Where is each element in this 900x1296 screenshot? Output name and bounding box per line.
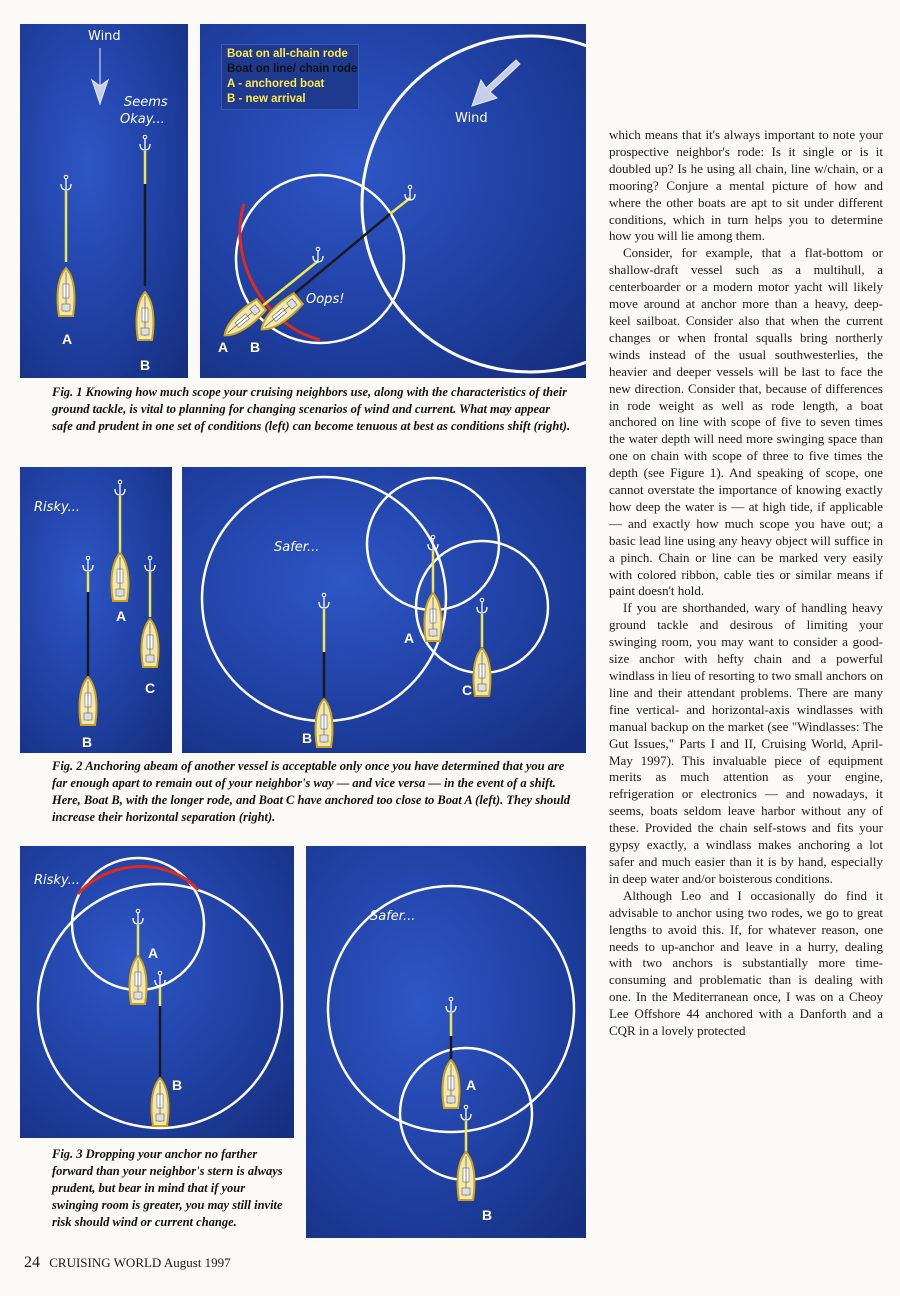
fig3-left-diagram — [20, 846, 294, 1138]
fig2-right-panel — [182, 467, 586, 753]
legend-item-new-arrival: B - new arrival — [227, 93, 306, 105]
boat-a-label: A — [218, 339, 229, 355]
boat-a-label: A — [148, 945, 159, 961]
boat-c-label: C — [462, 682, 473, 698]
fig2-left-diagram — [20, 467, 172, 753]
page-number: 24 — [24, 1254, 40, 1271]
fig3-left-panel — [20, 846, 294, 1138]
boat-b-label: B — [82, 734, 93, 750]
note-safer: Safer... — [370, 909, 416, 924]
boat-a-label: A — [404, 630, 415, 646]
boat-b-label: B — [172, 1077, 183, 1093]
note-seems-okay: Seems Okay... — [120, 95, 168, 127]
wind-label: Wind — [88, 29, 121, 44]
boat-a-label: A — [466, 1077, 477, 1093]
boat-b-label: B — [302, 730, 313, 746]
boat-b-label: B — [482, 1207, 493, 1223]
legend-item-anchored-boat: A - anchored boat — [227, 78, 325, 90]
article-body — [609, 127, 883, 1040]
fig1-legend — [221, 44, 359, 110]
boat-a-label: A — [116, 608, 127, 624]
fig1-left-diagram — [20, 24, 188, 378]
publication-name: CRUISING WORLD — [49, 1255, 162, 1270]
issue-date: August 1997 — [163, 1255, 231, 1270]
fig1-left-panel — [20, 24, 188, 378]
note-safer: Safer... — [274, 540, 320, 555]
legend-item-all-chain: Boat on all-chain rode — [227, 48, 348, 60]
fig2-left-panel — [20, 467, 172, 753]
legend-item-line-chain: Boat on line/ chain rode — [227, 63, 358, 75]
page-footer — [24, 1254, 231, 1272]
fig3-right-panel — [306, 846, 586, 1238]
boat-c-label: C — [145, 680, 156, 696]
paragraph: which means that it's always important to note your prospective neighbor's rode: Is it single or is it doubled up? Is he using all chain, line w/chain, or a mooring? Conjure a mental picture of how and where the other boats are apt to sit under different conditions, which in turn helps you to determine how you will lie among them. — [609, 127, 883, 244]
boat-b-label: B — [250, 339, 261, 355]
note-risky: Risky... — [34, 873, 81, 888]
fig1-caption: Fig. 1 Knowing how much scope your cruising neighbors use, along with the characteristics of their ground tackle, is vital to planning for changing scenarios of wind and current. What may appear safe and prudent in one set of conditions (left) can become tenuous at best as conditions shift (right). — [52, 385, 571, 433]
paragraph: Consider, for example, that a flat-bottom or shallow-draft vessel such as a multihull, a centerboarder or a modern motor yacht will likely move around at anchor more than a heavy, deep-keel sailboat. Consider also that when the current changes or when frontal squalls bring northerly winds instead of the usual southwesterlies, the heavier and deeper vessels will be last to face the new direction. Consider that, because of differences in rode weight as well as rode length, a boat anchored on line with scope of five to seven times the water depth will need more swinging space than one on chain with scope of three to five times the depth (see Figure 1). And speaking of scope, one cannot overstate the importance of knowing exactly how deep the water is — at high tide, if applicable — and exactly how much scope you have out; a basic lead line using any heavy object will suffice in a pinch. Chain or line can be marked very easily with colored ribbon, cable ties or similar means if paint doesn't hold. — [609, 245, 883, 599]
oops-label: Oops! — [306, 292, 345, 307]
wind-label: Wind — [455, 111, 488, 126]
boat-a-label: A — [62, 331, 73, 347]
paragraph: If you are shorthanded, wary of handling heavy ground tackle and desirous of limiting your swinging room, you may want to consider a good-size anchor with hefty chain and a powerful windlass in lieu of resorting to two small anchors on line and their attendant problems. There are many fine vertical- and horizontal-axis windlasses with manual backup on the market (see "Windlasses: The Gut Issues," Parts I and II, Cruising World, April-May 1997). This invaluable piece of equipment merits as much attention as your engine, refrigeration or electronics — and nowadays, it seems, boats seldom leave harbor without any of these. Provided the chain self-stows and fits your gypsy exactly, a windlass makes anchoring a lot safer and much easier than it is by hand, especially in deep water and/or boisterous conditions. — [609, 600, 883, 886]
fig3-right-diagram — [306, 846, 586, 1238]
fig2-right-diagram — [182, 467, 586, 753]
boat-b-label: B — [140, 357, 151, 373]
note-risky: Risky... — [34, 500, 81, 515]
fig3-caption: Fig. 3 Dropping your anchor no farther forward than your neighbor's stern is always prudent, but bear in mind that if your swinging room is greater, you may still invite risk should wind or current change. — [52, 1147, 283, 1229]
paragraph: Although Leo and I occasionally do find it advisable to anchor using two rodes, we go to great lengths to avoid this. If, for whatever reason, one needs to up-anchor and leave in a hurry, dealing with two anchors is substantially more time-consuming and problematic than is dealing with one. In the Mediterranean once, I was on a Cheoy Lee Offshore 44 anchored with a Danforth and a CQR in a lovely protected — [609, 887, 883, 1039]
fig2-caption: Fig. 2 Anchoring abeam of another vessel is acceptable only once you have determined that you are far enough apart to remain out of your neighbor's way — and vice versa — in the event of a shift. Here, Boat B, with the longer rode, and Boat C have anchored too close to Boat A (left). They should increase their horizontal separation (right). — [52, 759, 570, 824]
